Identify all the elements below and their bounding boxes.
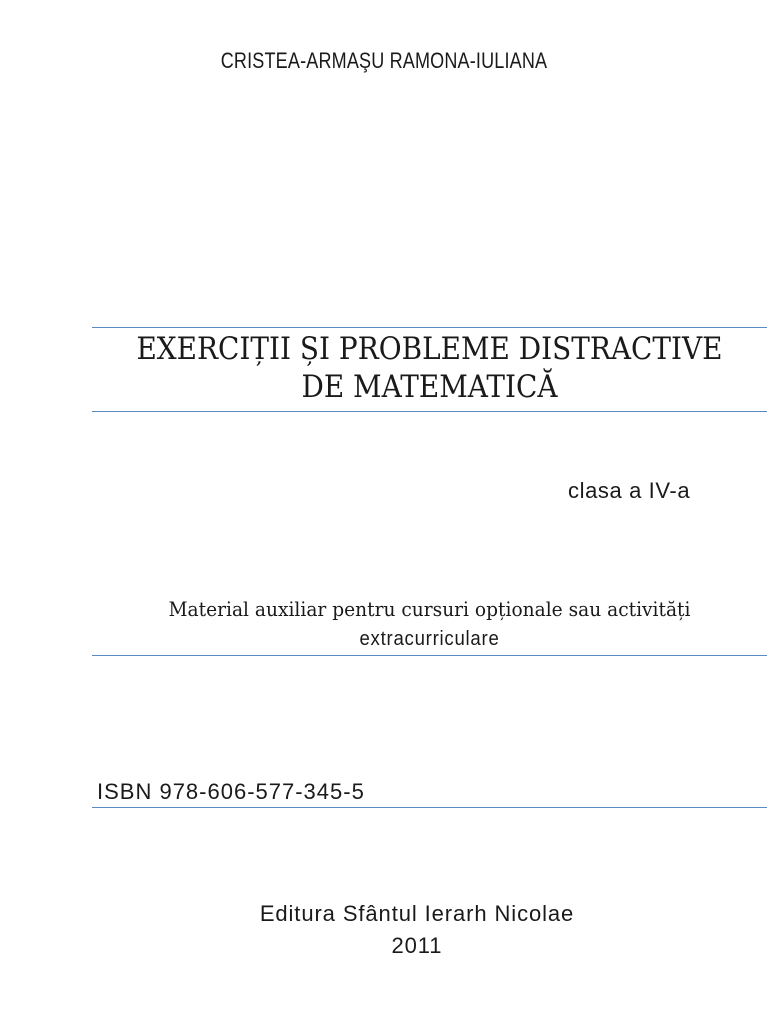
book-title-line2: DE MATEMATICĂ: [301, 369, 558, 405]
subtitle-line1: Material auxiliar pentru cursuri opționale sau activități: [168, 597, 691, 621]
isbn: ISBN 978-606-577-345-5: [97, 779, 365, 804]
book-title-line1: EXERCIȚII ȘI PROBLEME DISTRACTIVE: [136, 331, 723, 367]
publication-year: 2011: [391, 933, 443, 958]
grade-label: clasa a IV-a: [568, 478, 691, 503]
title-top-rule: [92, 327, 767, 328]
author-name: CRISTEA-ARMAŞU RAMONA-IULIANA: [220, 48, 548, 73]
isbn-rule: [92, 807, 767, 808]
publisher-name: Editura Sfântul Ierarh Nicolae: [259, 901, 575, 926]
subtitle-line2: extracurriculare: [359, 628, 500, 650]
subtitle: [116, 594, 744, 654]
book-title: [126, 330, 734, 406]
subtitle-rule: [92, 655, 767, 656]
publisher-block: [92, 898, 742, 962]
title-bottom-rule: [92, 411, 767, 412]
